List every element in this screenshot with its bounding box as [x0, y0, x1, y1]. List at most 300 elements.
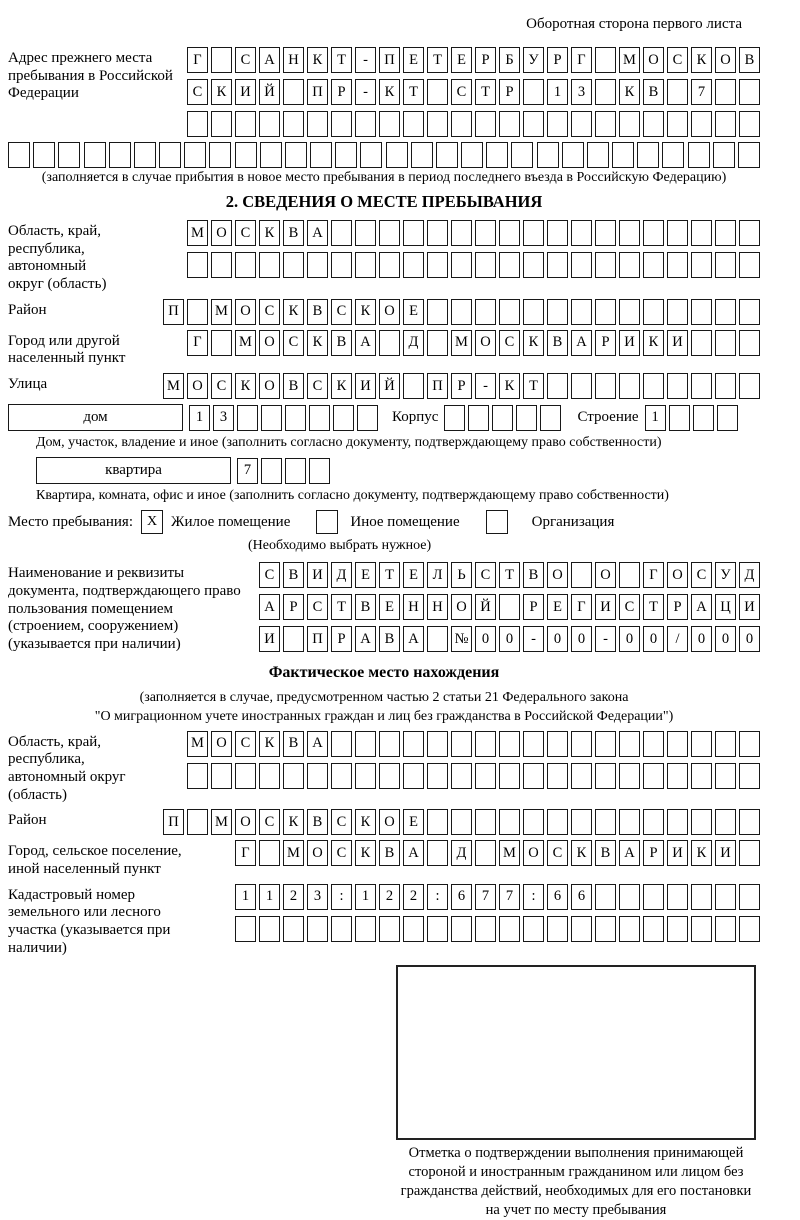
char-cell[interactable]: 7	[237, 458, 258, 484]
char-cell[interactable]	[451, 111, 472, 137]
char-cell[interactable]	[331, 220, 352, 246]
char-cell[interactable]: 3	[307, 884, 328, 910]
char-cell[interactable]	[355, 111, 376, 137]
char-cell[interactable]	[331, 916, 352, 942]
char-cell[interactable]	[499, 731, 520, 757]
char-cell[interactable]	[427, 626, 448, 652]
char-cell[interactable]	[511, 142, 533, 168]
char-cell[interactable]: Г	[571, 594, 592, 620]
char-cell[interactable]: Р	[331, 79, 352, 105]
char-cell[interactable]	[84, 142, 106, 168]
char-cell[interactable]	[461, 142, 483, 168]
char-cell[interactable]	[184, 142, 206, 168]
char-cell[interactable]: Е	[547, 594, 568, 620]
char-cell[interactable]	[667, 731, 688, 757]
char-cell[interactable]	[715, 884, 736, 910]
char-cell[interactable]	[739, 299, 760, 325]
char-cell[interactable]	[619, 562, 640, 588]
char-cell[interactable]	[331, 731, 352, 757]
char-cell[interactable]	[523, 111, 544, 137]
char-cell[interactable]	[499, 594, 520, 620]
char-cell[interactable]: О	[379, 809, 400, 835]
char-cell[interactable]: №	[451, 626, 472, 652]
char-cell[interactable]: О	[379, 299, 400, 325]
char-cell[interactable]	[595, 111, 616, 137]
char-cell[interactable]	[562, 142, 584, 168]
char-cell[interactable]	[540, 405, 561, 431]
char-cell[interactable]	[499, 299, 520, 325]
char-cell[interactable]	[427, 809, 448, 835]
char-cell[interactable]: -	[523, 626, 544, 652]
char-cell[interactable]	[547, 299, 568, 325]
char-cell[interactable]	[283, 79, 304, 105]
char-cell[interactable]	[715, 809, 736, 835]
char-cell[interactable]	[451, 299, 472, 325]
char-cell[interactable]: О	[667, 562, 688, 588]
char-cell[interactable]: С	[235, 220, 256, 246]
char-cell[interactable]: А	[403, 840, 424, 866]
char-cell[interactable]: /	[667, 626, 688, 652]
char-cell[interactable]	[715, 79, 736, 105]
char-cell[interactable]: С	[451, 79, 472, 105]
char-cell[interactable]: С	[235, 731, 256, 757]
char-cell[interactable]	[739, 763, 760, 789]
char-cell[interactable]: С	[619, 594, 640, 620]
char-cell[interactable]: 1	[547, 79, 568, 105]
char-cell[interactable]: М	[211, 299, 232, 325]
char-cell[interactable]	[283, 626, 304, 652]
char-cell[interactable]	[715, 220, 736, 246]
char-cell[interactable]	[715, 111, 736, 137]
char-cell[interactable]	[523, 916, 544, 942]
char-cell[interactable]	[355, 731, 376, 757]
char-cell[interactable]	[691, 252, 712, 278]
char-cell[interactable]	[403, 252, 424, 278]
char-cell[interactable]: Т	[379, 562, 400, 588]
char-cell[interactable]	[187, 763, 208, 789]
char-cell[interactable]	[667, 916, 688, 942]
char-cell[interactable]: 7	[499, 884, 520, 910]
char-cell[interactable]	[499, 916, 520, 942]
char-cell[interactable]	[235, 142, 257, 168]
char-cell[interactable]	[307, 252, 328, 278]
char-cell[interactable]: В	[283, 373, 304, 399]
char-cell[interactable]	[427, 916, 448, 942]
char-cell[interactable]	[715, 731, 736, 757]
char-cell[interactable]	[643, 111, 664, 137]
char-cell[interactable]: К	[235, 373, 256, 399]
char-cell[interactable]	[643, 809, 664, 835]
char-cell[interactable]	[187, 252, 208, 278]
char-cell[interactable]	[451, 809, 472, 835]
char-cell[interactable]	[619, 731, 640, 757]
char-cell[interactable]	[667, 884, 688, 910]
char-cell[interactable]	[427, 252, 448, 278]
char-cell[interactable]: Й	[475, 594, 496, 620]
char-cell[interactable]: К	[307, 47, 328, 73]
char-cell[interactable]	[335, 142, 357, 168]
char-cell[interactable]	[547, 252, 568, 278]
char-cell[interactable]: И	[715, 840, 736, 866]
char-cell[interactable]	[713, 142, 735, 168]
char-cell[interactable]	[739, 373, 760, 399]
char-cell[interactable]	[187, 299, 208, 325]
char-cell[interactable]: О	[547, 562, 568, 588]
char-cell[interactable]	[739, 111, 760, 137]
char-cell[interactable]: Р	[331, 626, 352, 652]
char-cell[interactable]: -	[355, 47, 376, 73]
char-cell[interactable]: 2	[379, 884, 400, 910]
char-cell[interactable]: В	[283, 220, 304, 246]
char-cell[interactable]	[355, 916, 376, 942]
char-cell[interactable]	[379, 220, 400, 246]
char-cell[interactable]	[309, 458, 330, 484]
char-cell[interactable]	[475, 252, 496, 278]
char-cell[interactable]: 2	[283, 884, 304, 910]
char-cell[interactable]	[499, 809, 520, 835]
char-cell[interactable]	[33, 142, 55, 168]
char-cell[interactable]	[643, 916, 664, 942]
char-cell[interactable]: Т	[643, 594, 664, 620]
char-cell[interactable]: Р	[475, 47, 496, 73]
char-cell[interactable]: С	[307, 594, 328, 620]
char-cell[interactable]: К	[643, 330, 664, 356]
char-cell[interactable]	[667, 111, 688, 137]
char-cell[interactable]	[235, 252, 256, 278]
char-cell[interactable]: И	[739, 594, 760, 620]
char-cell[interactable]	[612, 142, 634, 168]
char-cell[interactable]	[307, 111, 328, 137]
char-cell[interactable]: Р	[667, 594, 688, 620]
char-cell[interactable]: 0	[691, 626, 712, 652]
char-cell[interactable]: Е	[403, 809, 424, 835]
char-cell[interactable]	[739, 220, 760, 246]
char-cell[interactable]	[58, 142, 80, 168]
char-cell[interactable]: Й	[379, 373, 400, 399]
char-cell[interactable]	[516, 405, 537, 431]
char-cell[interactable]	[134, 142, 156, 168]
char-cell[interactable]: А	[307, 731, 328, 757]
char-cell[interactable]	[475, 731, 496, 757]
char-cell[interactable]: И	[259, 626, 280, 652]
char-cell[interactable]	[468, 405, 489, 431]
char-cell[interactable]: 6	[571, 884, 592, 910]
char-cell[interactable]	[475, 916, 496, 942]
char-cell[interactable]: К	[523, 330, 544, 356]
char-cell[interactable]	[451, 731, 472, 757]
char-cell[interactable]	[427, 731, 448, 757]
char-cell[interactable]: У	[523, 47, 544, 73]
char-cell[interactable]: О	[211, 731, 232, 757]
char-cell[interactable]: 0	[715, 626, 736, 652]
char-cell[interactable]: А	[355, 626, 376, 652]
char-cell[interactable]	[739, 731, 760, 757]
char-cell[interactable]	[667, 763, 688, 789]
char-cell[interactable]	[211, 47, 232, 73]
char-cell[interactable]: В	[643, 79, 664, 105]
char-cell[interactable]	[379, 111, 400, 137]
char-cell[interactable]	[523, 252, 544, 278]
char-cell[interactable]	[571, 299, 592, 325]
char-cell[interactable]: Р	[643, 840, 664, 866]
char-cell[interactable]	[403, 916, 424, 942]
char-cell[interactable]	[587, 142, 609, 168]
char-cell[interactable]	[285, 405, 306, 431]
char-cell[interactable]	[571, 252, 592, 278]
char-cell[interactable]: В	[739, 47, 760, 73]
char-cell[interactable]	[109, 142, 131, 168]
char-cell[interactable]	[436, 142, 458, 168]
char-cell[interactable]	[307, 916, 328, 942]
char-cell[interactable]: К	[331, 373, 352, 399]
char-cell[interactable]	[739, 916, 760, 942]
char-cell[interactable]	[427, 79, 448, 105]
char-cell[interactable]: А	[619, 840, 640, 866]
char-cell[interactable]: С	[307, 373, 328, 399]
char-cell[interactable]	[691, 763, 712, 789]
char-cell[interactable]	[691, 884, 712, 910]
char-cell[interactable]	[619, 220, 640, 246]
char-cell[interactable]	[595, 731, 616, 757]
char-cell[interactable]	[643, 763, 664, 789]
char-cell[interactable]	[403, 373, 424, 399]
char-cell[interactable]	[499, 220, 520, 246]
char-cell[interactable]	[357, 405, 378, 431]
char-cell[interactable]	[235, 916, 256, 942]
char-cell[interactable]	[715, 763, 736, 789]
char-cell[interactable]	[691, 809, 712, 835]
char-cell[interactable]	[475, 809, 496, 835]
char-cell[interactable]: С	[259, 562, 280, 588]
char-cell[interactable]: В	[283, 562, 304, 588]
char-cell[interactable]	[475, 299, 496, 325]
char-cell[interactable]: В	[307, 809, 328, 835]
char-cell[interactable]: К	[571, 840, 592, 866]
char-cell[interactable]: О	[307, 840, 328, 866]
char-cell[interactable]: С	[691, 562, 712, 588]
char-cell[interactable]: А	[259, 594, 280, 620]
char-cell[interactable]: -	[355, 79, 376, 105]
char-cell[interactable]	[739, 840, 760, 866]
char-cell[interactable]: 6	[451, 884, 472, 910]
char-cell[interactable]	[331, 111, 352, 137]
char-cell[interactable]: К	[259, 220, 280, 246]
char-cell[interactable]: О	[595, 562, 616, 588]
char-cell[interactable]	[8, 142, 30, 168]
char-cell[interactable]	[739, 252, 760, 278]
char-cell[interactable]	[571, 562, 592, 588]
char-cell[interactable]: Е	[403, 562, 424, 588]
char-cell[interactable]: Р	[499, 79, 520, 105]
char-cell[interactable]	[595, 299, 616, 325]
char-cell[interactable]: Й	[259, 79, 280, 105]
char-cell[interactable]	[688, 142, 710, 168]
char-cell[interactable]: С	[667, 47, 688, 73]
char-cell[interactable]	[643, 884, 664, 910]
char-cell[interactable]: В	[523, 562, 544, 588]
char-cell[interactable]	[333, 405, 354, 431]
char-cell[interactable]	[523, 79, 544, 105]
char-cell[interactable]	[211, 763, 232, 789]
char-cell[interactable]	[619, 884, 640, 910]
char-cell[interactable]: Г	[571, 47, 592, 73]
char-cell[interactable]: У	[715, 562, 736, 588]
char-cell[interactable]: И	[667, 330, 688, 356]
char-cell[interactable]	[667, 79, 688, 105]
char-cell[interactable]: С	[547, 840, 568, 866]
char-cell[interactable]	[283, 916, 304, 942]
char-cell[interactable]	[595, 47, 616, 73]
char-cell[interactable]	[739, 330, 760, 356]
char-cell[interactable]: Т	[403, 79, 424, 105]
char-cell[interactable]: 0	[475, 626, 496, 652]
char-cell[interactable]	[523, 763, 544, 789]
char-cell[interactable]: К	[619, 79, 640, 105]
char-cell[interactable]: Е	[355, 562, 376, 588]
char-cell[interactable]	[715, 252, 736, 278]
char-cell[interactable]: С	[259, 299, 280, 325]
char-cell[interactable]: 7	[475, 884, 496, 910]
char-cell[interactable]	[619, 373, 640, 399]
char-cell[interactable]	[235, 763, 256, 789]
char-cell[interactable]: Н	[403, 594, 424, 620]
char-cell[interactable]: М	[619, 47, 640, 73]
char-cell[interactable]: В	[595, 840, 616, 866]
char-cell[interactable]: С	[331, 299, 352, 325]
char-cell[interactable]: К	[307, 330, 328, 356]
char-cell[interactable]: 6	[547, 884, 568, 910]
char-cell[interactable]	[715, 299, 736, 325]
char-cell[interactable]	[283, 111, 304, 137]
char-cell[interactable]: Р	[283, 594, 304, 620]
char-cell[interactable]: О	[235, 299, 256, 325]
char-cell[interactable]: С	[235, 47, 256, 73]
char-cell[interactable]: С	[331, 840, 352, 866]
char-cell[interactable]	[259, 252, 280, 278]
char-cell[interactable]	[691, 299, 712, 325]
char-cell[interactable]	[643, 252, 664, 278]
char-cell[interactable]: М	[163, 373, 184, 399]
char-cell[interactable]	[595, 809, 616, 835]
char-cell[interactable]	[403, 111, 424, 137]
char-cell[interactable]	[475, 220, 496, 246]
char-cell[interactable]	[499, 763, 520, 789]
char-cell[interactable]	[619, 763, 640, 789]
char-cell[interactable]: Т	[331, 47, 352, 73]
char-cell[interactable]: И	[235, 79, 256, 105]
char-cell[interactable]: К	[379, 79, 400, 105]
char-cell[interactable]	[211, 111, 232, 137]
char-cell[interactable]	[667, 299, 688, 325]
char-cell[interactable]: В	[283, 731, 304, 757]
char-cell[interactable]	[523, 731, 544, 757]
char-cell[interactable]	[667, 809, 688, 835]
char-cell[interactable]	[355, 252, 376, 278]
char-cell[interactable]	[571, 916, 592, 942]
char-cell[interactable]: Д	[739, 562, 760, 588]
char-cell[interactable]: О	[475, 330, 496, 356]
char-cell[interactable]	[475, 763, 496, 789]
char-cell[interactable]	[261, 458, 282, 484]
char-cell[interactable]	[691, 916, 712, 942]
char-cell[interactable]	[427, 299, 448, 325]
char-cell[interactable]: Р	[547, 47, 568, 73]
char-cell[interactable]	[739, 884, 760, 910]
char-cell[interactable]: О	[259, 373, 280, 399]
char-cell[interactable]	[643, 220, 664, 246]
char-cell[interactable]: К	[259, 731, 280, 757]
char-cell[interactable]	[571, 731, 592, 757]
char-cell[interactable]	[451, 220, 472, 246]
char-cell[interactable]	[309, 405, 330, 431]
char-cell[interactable]	[475, 111, 496, 137]
char-cell[interactable]: О	[259, 330, 280, 356]
char-cell[interactable]: 0	[571, 626, 592, 652]
inoe-checkbox[interactable]	[316, 510, 338, 534]
char-cell[interactable]: 0	[643, 626, 664, 652]
char-cell[interactable]	[523, 809, 544, 835]
char-cell[interactable]	[537, 142, 559, 168]
char-cell[interactable]: В	[379, 840, 400, 866]
char-cell[interactable]: И	[355, 373, 376, 399]
char-cell[interactable]	[571, 373, 592, 399]
char-cell[interactable]: О	[187, 373, 208, 399]
char-cell[interactable]: Е	[451, 47, 472, 73]
char-cell[interactable]: Ц	[715, 594, 736, 620]
char-cell[interactable]: С	[187, 79, 208, 105]
char-cell[interactable]	[427, 840, 448, 866]
char-cell[interactable]	[547, 373, 568, 399]
char-cell[interactable]: О	[643, 47, 664, 73]
char-cell[interactable]	[260, 142, 282, 168]
char-cell[interactable]	[403, 763, 424, 789]
char-cell[interactable]: В	[307, 299, 328, 325]
char-cell[interactable]: Г	[235, 840, 256, 866]
char-cell[interactable]	[427, 111, 448, 137]
char-cell[interactable]	[547, 731, 568, 757]
char-cell[interactable]	[547, 111, 568, 137]
char-cell[interactable]: К	[355, 809, 376, 835]
char-cell[interactable]	[379, 763, 400, 789]
char-cell[interactable]	[427, 330, 448, 356]
char-cell[interactable]: 0	[739, 626, 760, 652]
char-cell[interactable]	[379, 916, 400, 942]
char-cell[interactable]: Н	[283, 47, 304, 73]
char-cell[interactable]: А	[259, 47, 280, 73]
char-cell[interactable]: Е	[403, 299, 424, 325]
char-cell[interactable]	[355, 763, 376, 789]
char-cell[interactable]	[187, 809, 208, 835]
char-cell[interactable]: Т	[499, 562, 520, 588]
char-cell[interactable]	[739, 79, 760, 105]
char-cell[interactable]	[667, 252, 688, 278]
char-cell[interactable]: В	[379, 626, 400, 652]
char-cell[interactable]: К	[499, 373, 520, 399]
char-cell[interactable]: 2	[403, 884, 424, 910]
char-cell[interactable]	[475, 840, 496, 866]
char-cell[interactable]	[667, 220, 688, 246]
char-cell[interactable]	[307, 763, 328, 789]
char-cell[interactable]	[259, 840, 280, 866]
char-cell[interactable]	[571, 809, 592, 835]
char-cell[interactable]: -	[475, 373, 496, 399]
char-cell[interactable]	[499, 111, 520, 137]
char-cell[interactable]: М	[211, 809, 232, 835]
char-cell[interactable]	[691, 220, 712, 246]
char-cell[interactable]	[691, 330, 712, 356]
char-cell[interactable]: К	[211, 79, 232, 105]
char-cell[interactable]	[331, 763, 352, 789]
